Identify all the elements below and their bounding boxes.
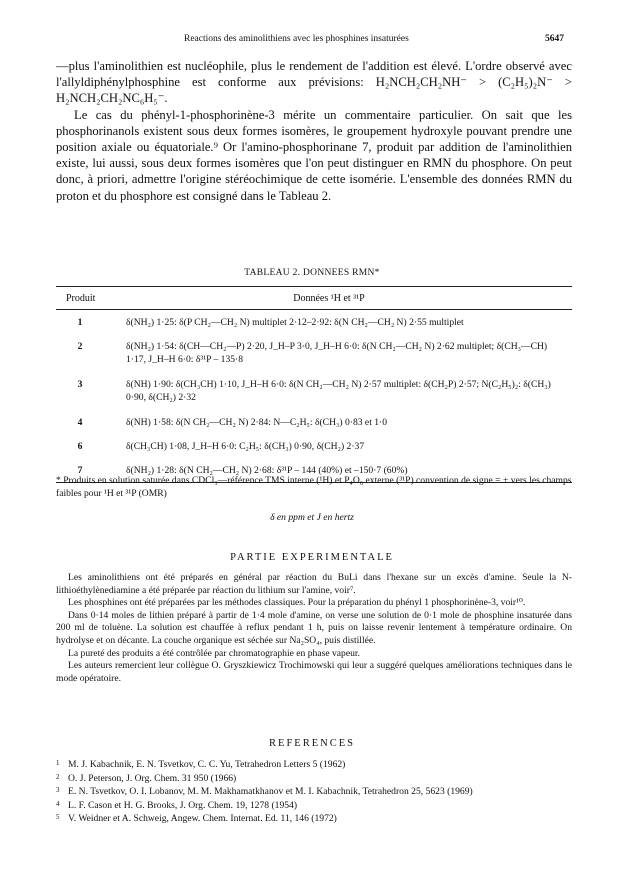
reference-item xyxy=(56,812,572,826)
reference-text: V. Weidner et A. Schweig, Angew. Chem. Internat. Ed. 11, 146 (1972) xyxy=(68,813,337,824)
reference-text: L. F. Cason et H. G. Brooks, J. Org. Chem. 19, 1278 (1954) xyxy=(68,799,298,811)
table-row xyxy=(56,440,572,464)
header-produit: Produit xyxy=(66,292,96,304)
experimental-paragraph: Les phosphines ont été préparées par les méthodes classiques. Pour la préparation du phényl 1 phosphorinène-3, voir¹⁰. xyxy=(68,597,526,609)
reference-item xyxy=(56,799,572,813)
table-footnote: * Produits en solution saturée dans CDCl₃—référence TMS interne (¹H) et P₄O₆ externe (³¹P) convention de signe = + vers les champs faibles pour ¹H et ³¹P (OMR) xyxy=(56,475,572,499)
page-header xyxy=(56,34,572,48)
header-donnees: Données ¹H et ³¹P xyxy=(293,292,365,304)
table-row xyxy=(56,416,572,440)
cell-produit: 3 xyxy=(77,379,83,390)
experimental-paragraph: La pureté des produits a été contrôlée par chromatographie en phase vapeur. xyxy=(68,647,360,659)
cell-donnees: δ(NH₂) 1·54: δ(CH—CH₂—P) 2·20, J_H–P 3·0, J_H–H 6·0: δ(N CH₂—CH₂ N) 2·62 multiplet; δ(CH₃—CH) 1·17, J_H–H 6·0: δ³¹P – 135·8 xyxy=(126,341,548,365)
table-header-rule xyxy=(56,309,572,310)
body-text xyxy=(56,58,572,204)
table-row xyxy=(56,316,572,340)
paragraph-1: —plus l'aminolithien est nucléophile, plus le rendement de l'addition est élevé. L'ordre observé avec l'allyldiphénylphosphine est conforme aux prévisions: H₂NCH₂CH₂NH⁻ > (C₂H₅)₂N⁻ > H₂NCH₂CH₂NC₆H₅⁻. xyxy=(56,59,572,106)
reference-text: O. J. Peterson, J. Org. Chem. 31 950 (1966) xyxy=(68,772,237,784)
cell-donnees: δ(NH₂) 1·25: δ(P CH₂—CH₂ N) multiplet 2·12–2·92: δ(N CH₂—CH₂ N) 2·55 multiplet xyxy=(126,317,464,328)
cell-produit: 2 xyxy=(77,341,83,352)
reference-number: 4 xyxy=(56,799,60,808)
reference-number: 3 xyxy=(56,786,60,794)
table-caption: TABLEAU 2. DONNEES RMN* xyxy=(244,268,380,278)
reference-number: 2 xyxy=(56,772,60,781)
experimental-title: PARTIE EXPERIMENTALE xyxy=(230,552,394,563)
reference-text: M. J. Kabachnik, E. N. Tsvetkov, C. C. Yu, Tetrahedron Letters 5 (1962) xyxy=(68,759,346,770)
experimental-paragraph: Les auteurs remercient leur collègue O. Gryszkiewicz Trochimowski qui leur a suggéré quelques améliorations techniques dans le mode opératoire. xyxy=(56,660,572,684)
reference-item xyxy=(56,772,572,786)
references-title: REFERENCES xyxy=(269,738,355,749)
cell-produit: 1 xyxy=(77,317,83,328)
cell-donnees: δ(NH) 1·90: δ(CH₃CH) 1·10, J_H–H 6·0: δ(N CH₂—CH₂ N) 2·57 multiplet: δ(CH₂P) 2·57; N(C₂H₅)₂: δ(CH₃) 0·90, δ(CH₂) 2·32 xyxy=(126,379,551,403)
cell-donnees: δ(NH₂) 1·28: δ(N CH₂—CH₂ N) 2·68: δ³¹P – 144 (40%) et –150·7 (60%) xyxy=(126,465,408,476)
cell-donnees: δ(CH₃CH) 1·08, J_H–H 6·0: C₂H₅: δ(CH₃) 0·90, δ(CH₂) 2·37 xyxy=(126,441,365,452)
nmr-table xyxy=(56,286,572,483)
reference-item xyxy=(56,758,572,772)
references-list xyxy=(56,758,572,826)
cell-produit: 6 xyxy=(77,441,83,452)
table-header-row xyxy=(56,287,572,309)
table-row xyxy=(56,378,572,416)
running-title: Reactions des aminolithiens avec les phosphines insaturées xyxy=(184,34,409,44)
cell-produit: 4 xyxy=(77,417,83,428)
cell-produit: 7 xyxy=(77,465,83,476)
reference-item xyxy=(56,785,572,799)
experimental-paragraph: Dans 0·14 moles de lithien préparé à partir de 1·4 mole d'amine, on verse une solution de 0·1 mole de phosphine insaturée dans 200 ml de toluène. La solution est chauffée à reflux pendant 1 h, puis on laisse revenir lentement à température ordinaire. On hydrolyse et on décante. La couche organique est séchée sur Na₂SO₄, puis distillée. xyxy=(56,609,572,646)
experimental-paragraph: Les aminolithiens ont été préparés en général par réaction du BuLi dans l'hexane sur un excès d'amine. Seule la N-lithioéthylènediamine a été préparée par réaction du lithium sur l'amine, voir⁷. xyxy=(56,572,572,596)
page-number: 5647 xyxy=(545,34,564,44)
table-row xyxy=(56,340,572,378)
reference-number: 1 xyxy=(56,759,60,767)
experimental-section xyxy=(56,572,572,685)
units-note: δ en ppm et J en hertz xyxy=(270,512,354,523)
cell-donnees: δ(NH) 1·58: δ(N CH₂—CH₂ N) 2·84: N—C₂H₅: δ(CH₃) 0·83 et 1·0 xyxy=(126,417,388,428)
reference-number: 5 xyxy=(56,813,60,821)
reference-text: E. N. Tsvetkov, O. I. Lobanov, M. M. Makhamatkhanov et M. I. Kabachnik, Tetrahedron 25, 5623 (1969) xyxy=(68,786,473,797)
paragraph-2: Le cas du phényl-1-phosphorinène-3 mérite un commentaire particulier. On sait que les phosphorinanols existent sous deux formes isomères, le groupement hydroxyle pouvant prendre une position axiale ou équatoriale.⁹ Or l'amino-phosphorinane 7, produit par addition de l'aminolithien existe, lui aussi, sous deux formes isomères que l'on peut distinguer en RMN du phosphore. On peut donc, à priori, admettre l'origine stéréochimique de cette isomérie. L'ensemble des données RMN du proton et du phosphore est consigné dans le Tableau 2. xyxy=(56,107,572,203)
